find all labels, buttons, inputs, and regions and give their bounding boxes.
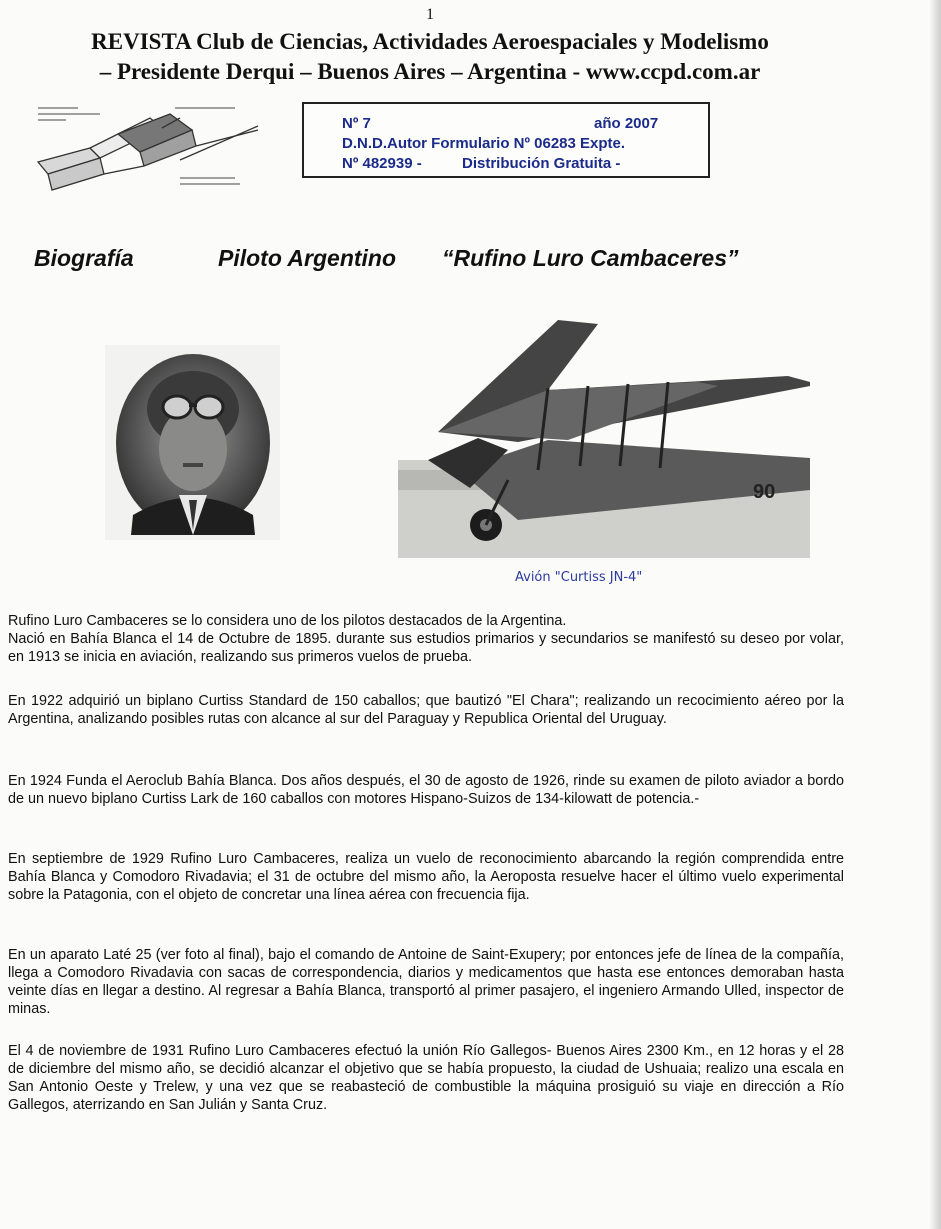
paragraph-1922: En 1922 adquirió un biplano Curtiss Standard de 150 caballos; que bautizó "El Chara"; realizando un recocimiento aéreo por la Argentina, analizando posibles rutas con alcance al sur del Paraguay y Republica Oriental del Uruguay.	[8, 693, 844, 727]
section-label: Biografía	[34, 245, 134, 271]
section-person-name: “Rufino Luro Cambaceres”	[442, 245, 739, 271]
scan-edge-shadow	[929, 0, 941, 1229]
issue-year: año 2007	[594, 115, 659, 132]
plane-caption: Avión "Curtiss JN-4"	[515, 570, 643, 585]
section-subtitle: Piloto Argentino	[218, 245, 397, 271]
paragraph-1931: El 4 de noviembre de 1931 Rufino Luro Cambaceres efectuó la unión Río Gallegos- Buenos Aires 2300 Km., en 12 horas y el 28 de diciembre del mismo año, se decidió alcanzar el objetivo que se había propuesto, la ciudad de Ushuaia; realizo una escala en San Antonio Oeste y Trelew, y una vez que se reabasteció de combustible la máquina prosiguió su viaje en dirección a Río Gallegos, aterrizando en San Julián y Santa Cruz.	[8, 1043, 844, 1113]
magazine-subtitle: – Presidente Derqui – Buenos Aires – Argentina - www.ccpd.com.ar	[99, 59, 761, 84]
biplane-photo-icon	[398, 320, 810, 558]
paragraph-late25: En un aparato Laté 25 (ver foto al final), bajo el comando de Antoine de Saint-Exupery; por entonces jefe de línea de la compañía, llega a Comodoro Rivadavia con sacas de correspondencia, diarios y medicamentos que hasta ese entonces demoraban hasta veinte días en llegar a destino. Al regresar a Bahía Blanca, transportó al primer pasajero, el ingeniero Armando Ulled, inspector de minas.	[8, 947, 844, 1017]
pilot-portrait-icon	[105, 345, 280, 540]
distribution-note: Distribución Gratuita -	[462, 155, 621, 172]
magazine-title: REVISTA Club de Ciencias, Actividades Aeroespaciales y Modelismo	[91, 29, 769, 54]
file-number: Nº 482939 -	[342, 155, 422, 172]
club-logo-kite-icon	[30, 100, 270, 195]
paragraph-1924: En 1924 Funda el Aeroclub Bahía Blanca. Dos años después, el 30 de agosto de 1926, rinde su examen de piloto aviador a bordo de un nuevo biplano Curtiss Lark de 160 caballos con motores Hispano-Suizos de 134-kilowatt de potencia.-	[8, 773, 844, 807]
paragraph-intro: Rufino Luro Cambaceres se lo considera uno de los pilotos destacados de la Argentina. Nació en Bahía Blanca el 14 de Octubre de 1895. durante sus estudios primarios y secundarios se manifestó su deseo por volar, en 1913 se inicia en aviación, realizando sus primeros vuelos de prueba.	[8, 613, 844, 665]
issue-number: Nº 7	[342, 115, 371, 132]
issue-info-box	[302, 102, 710, 178]
paragraph-1929: En septiembre de 1929 Rufino Luro Cambaceres, realiza un vuelo de reconocimiento abarcando la región comprendida entre Bahía Blanca y Comodoro Rivadavia; el 31 de octubre del mismo año, la Aeroposta resuelve hacer el último vuelo experimental sobre la Patagonia, con el objeto de concretar una línea aérea con frecuencia fija.	[8, 851, 844, 903]
page-number: 1	[426, 6, 434, 23]
registration-line: D.N.D.Autor Formulario Nº 06283 Expte.	[342, 135, 626, 152]
svg-text:90: 90	[753, 481, 776, 503]
